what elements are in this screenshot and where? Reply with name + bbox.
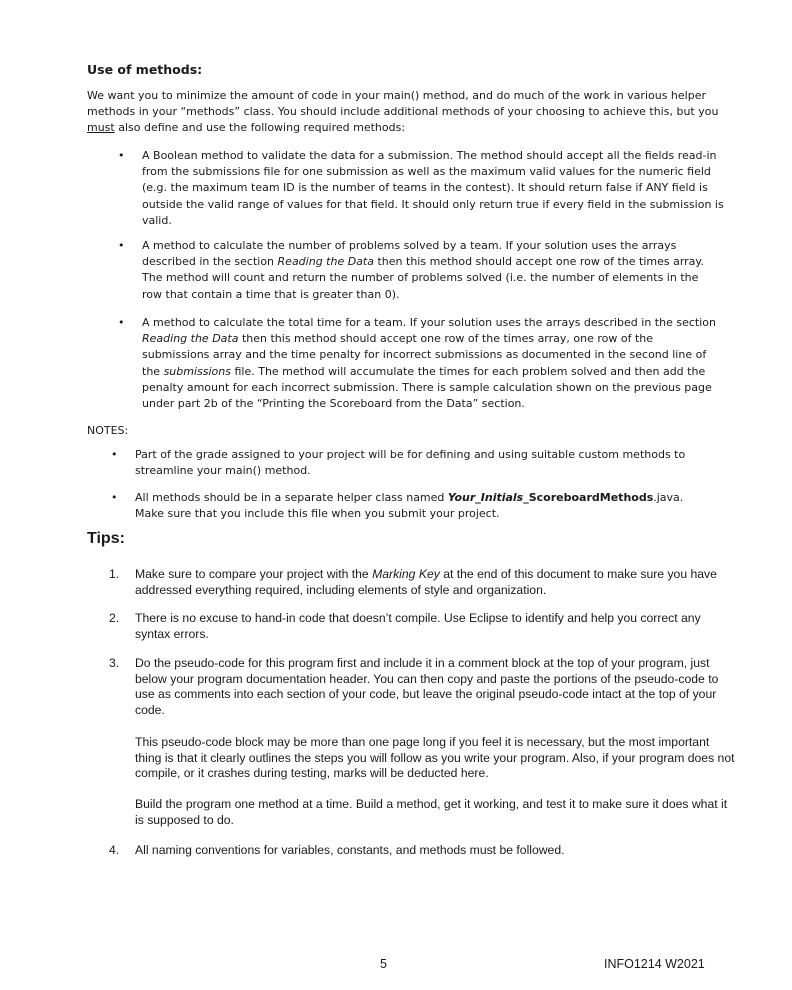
- bullet-dot: •: [118, 239, 125, 252]
- bullet-dot: •: [118, 149, 125, 162]
- tip-3-paragraph-3: Build the program one method at a time. Build a method, get it working, and test it to make sure it does what it is supposed to do.: [135, 797, 728, 827]
- tip-item-4: [109, 843, 735, 859]
- tip-1-text-b: at the end of this document to make sure you have addressed everything required, including elements of style and organization.: [135, 567, 717, 597]
- tip-number: 2.: [109, 611, 120, 625]
- bullet-2-emphasis: Reading the Data: [277, 255, 374, 269]
- tip-number: 3.: [109, 656, 120, 670]
- bullet-2-text-b: then this method should accept one row of the times array. The method will count and return the number of problems solved (i.e. the number of elements in the row that contain a time that is greater than 0).: [142, 255, 704, 301]
- tips-heading: Tips:: [87, 530, 125, 547]
- tip-4-text: All naming conventions for variables, constants, and methods must be followed.: [135, 843, 565, 857]
- required-method-bullet-3: [118, 315, 722, 412]
- tip-number: 1.: [109, 567, 120, 581]
- tip-3-paragraph-1: Do the pseudo-code for this program first and include it in a comment block at the top of your program, just below your program documentation header. You can then copy and paste the portions of the pseudo-code to use as comments into each section of your code, but leave the original pseudo-code intact at the top of your code.: [135, 656, 719, 717]
- tip-3-paragraph-3-block: [135, 797, 735, 828]
- methods-intro: [87, 88, 727, 137]
- tip-number: 4.: [109, 843, 120, 857]
- tip-3-paragraph-2-block: [135, 735, 735, 782]
- bullet-3-text-a: A method to calculate the total time for a team. If your solution uses the arrays described in the section: [142, 316, 716, 329]
- intro-text-a: We want you to minimize the amount of code in your main() method, and do much of the work in various helper methods in your “methods” class. You should include additional methods of your choosing to achieve this, but you: [87, 89, 719, 119]
- tip-item-2: [109, 611, 735, 642]
- note-bullet-2: [111, 490, 715, 522]
- bullet-dot: •: [111, 491, 118, 504]
- tip-item-1: [109, 567, 735, 598]
- required-method-bullet-1: [118, 148, 726, 229]
- note-2-text-a: All methods should be in a separate helper class named: [135, 491, 448, 504]
- note-2-classname: _ScoreboardMethods: [523, 491, 654, 504]
- bullet-3-emphasis-2: submissions: [163, 364, 231, 378]
- tip-2-text: There is no excuse to hand-in code that doesn’t compile. Use Eclipse to identify and help you correct any syntax errors.: [135, 611, 701, 641]
- note-2-initials: Your_Initials: [447, 491, 524, 504]
- notes-label: NOTES:: [87, 424, 129, 437]
- page-number: 5: [380, 957, 387, 971]
- bullet-3-emphasis-1: Reading the Data: [142, 332, 239, 346]
- tip-1-emphasis: Marking Key: [372, 567, 440, 581]
- bullet-dot: •: [111, 448, 118, 461]
- bullet-3-text-c: file. The method will accumulate the times for each problem solved and then add the penalty amount for each incorrect submission. There is sample calculation shown on the previous page under part 2b of the “Printing the Scoreboard from the Data” section.: [142, 364, 712, 411]
- tip-3-paragraph-2: This pseudo-code block may be more than one page long if you feel it is necessary, but the most important thing is that it clearly outlines the steps you will follow as you write your program. Also, if your program does not compile, or it crashes during testing, marks will be deducted here.: [135, 735, 735, 781]
- note-1-text: Part of the grade assigned to your project will be for defining and using suitable custom methods to streamline your main() method.: [135, 448, 686, 478]
- tip-1-text-a: Make sure to compare your project with the: [135, 567, 373, 581]
- note-2-text-c: .java. Make sure that you include this file when you submit your project.: [135, 491, 684, 521]
- required-method-bullet-2: [118, 238, 720, 303]
- tip-item-3: [109, 656, 735, 718]
- bullet-2-text-a: A method to calculate the number of problems solved by a team. If your solution uses the arrays described in the section: [142, 239, 677, 269]
- bullet-1-text: A Boolean method to validate the data for a submission. The method should accept all the fields read-in from the submissions file for one submission as well as the maximum valid values for the numeric field (e.g. the maximum team ID is the number of teams in the contest). It should return false if ANY field is outside the valid range of values for that field. It should only return true if every field in the submission is valid.: [142, 149, 724, 227]
- course-code: INFO1214 W2021: [604, 957, 705, 971]
- methods-heading: Use of methods:: [87, 62, 203, 77]
- intro-text-b: also define and use the following required methods:: [114, 121, 406, 135]
- intro-must: must: [87, 121, 115, 135]
- bullet-dot: •: [118, 316, 125, 329]
- bullet-3-text-b: then this method should accept one row of the times array, one row of the submissions array and the time penalty for incorrect submissions as documented in the second line of the: [142, 332, 707, 378]
- note-bullet-1: [111, 447, 715, 479]
